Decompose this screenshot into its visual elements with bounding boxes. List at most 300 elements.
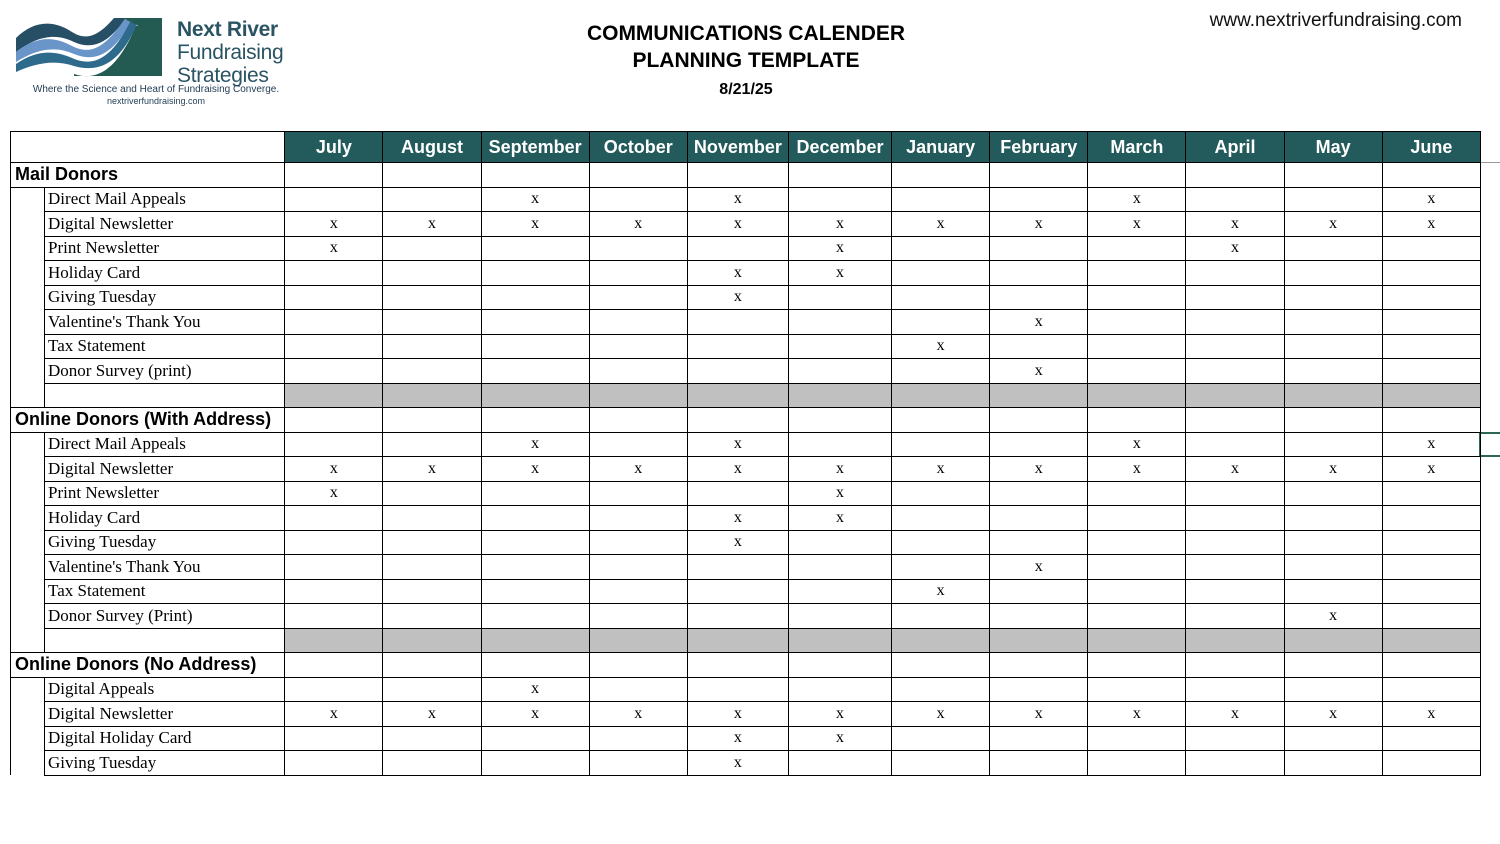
schedule-cell-december[interactable]: x bbox=[788, 261, 891, 286]
schedule-cell-june[interactable] bbox=[1382, 726, 1480, 751]
schedule-cell-november[interactable]: x bbox=[687, 726, 788, 751]
schedule-cell-november[interactable]: x bbox=[687, 212, 788, 237]
schedule-cell-december[interactable]: x bbox=[788, 481, 891, 506]
schedule-cell-april[interactable] bbox=[1186, 530, 1284, 555]
schedule-cell-september[interactable] bbox=[481, 555, 589, 580]
item-label[interactable]: Digital Newsletter bbox=[45, 212, 285, 237]
schedule-cell-july[interactable] bbox=[285, 579, 383, 604]
schedule-cell-october[interactable] bbox=[589, 432, 687, 457]
schedule-cell-june[interactable]: x bbox=[1382, 702, 1480, 727]
schedule-cell-january[interactable]: x bbox=[892, 457, 990, 482]
schedule-cell-may[interactable] bbox=[1284, 726, 1382, 751]
schedule-cell-february[interactable] bbox=[990, 261, 1088, 286]
schedule-cell-june[interactable] bbox=[1382, 579, 1480, 604]
schedule-cell-july[interactable] bbox=[285, 432, 383, 457]
item-label[interactable]: Giving Tuesday bbox=[45, 751, 285, 776]
schedule-cell-june[interactable] bbox=[1382, 481, 1480, 506]
schedule-cell-september[interactable] bbox=[481, 285, 589, 310]
grid-cell[interactable] bbox=[383, 163, 481, 188]
schedule-cell-october[interactable]: x bbox=[589, 212, 687, 237]
month-header-november[interactable]: November bbox=[687, 132, 788, 163]
schedule-cell-november[interactable] bbox=[687, 579, 788, 604]
schedule-cell-october[interactable] bbox=[589, 481, 687, 506]
schedule-cell-december[interactable] bbox=[788, 285, 891, 310]
schedule-cell-march[interactable]: x bbox=[1088, 432, 1186, 457]
schedule-cell-july[interactable] bbox=[285, 261, 383, 286]
schedule-cell-may[interactable] bbox=[1284, 751, 1382, 776]
schedule-cell-october[interactable] bbox=[589, 236, 687, 261]
grid-cell[interactable] bbox=[990, 653, 1088, 678]
schedule-cell-january[interactable] bbox=[892, 604, 990, 629]
schedule-cell-june[interactable] bbox=[1382, 261, 1480, 286]
separator-cell[interactable] bbox=[687, 628, 788, 653]
schedule-cell-october[interactable] bbox=[589, 726, 687, 751]
schedule-cell-october[interactable] bbox=[589, 677, 687, 702]
schedule-cell-december[interactable] bbox=[788, 187, 891, 212]
schedule-cell-february[interactable] bbox=[990, 187, 1088, 212]
schedule-cell-may[interactable] bbox=[1284, 530, 1382, 555]
separator-cell[interactable] bbox=[990, 628, 1088, 653]
schedule-cell-july[interactable]: x bbox=[285, 236, 383, 261]
schedule-cell-july[interactable]: x bbox=[285, 212, 383, 237]
month-header-march[interactable]: March bbox=[1088, 132, 1186, 163]
schedule-cell-may[interactable] bbox=[1284, 310, 1382, 335]
schedule-cell-may[interactable] bbox=[1284, 285, 1382, 310]
schedule-cell-march[interactable] bbox=[1088, 555, 1186, 580]
separator-cell[interactable] bbox=[687, 383, 788, 408]
separator-cell[interactable] bbox=[589, 628, 687, 653]
schedule-cell-april[interactable]: x bbox=[1186, 212, 1284, 237]
schedule-cell-october[interactable] bbox=[589, 751, 687, 776]
schedule-cell-january[interactable]: x bbox=[892, 579, 990, 604]
separator-cell[interactable] bbox=[383, 383, 481, 408]
schedule-cell-january[interactable] bbox=[892, 261, 990, 286]
grid-cell[interactable] bbox=[1186, 653, 1284, 678]
schedule-cell-july[interactable] bbox=[285, 310, 383, 335]
schedule-cell-january[interactable] bbox=[892, 432, 990, 457]
grid-cell[interactable] bbox=[892, 408, 990, 433]
schedule-cell-july[interactable] bbox=[285, 677, 383, 702]
schedule-cell-january[interactable]: x bbox=[892, 334, 990, 359]
item-label[interactable]: Digital Newsletter bbox=[45, 702, 285, 727]
separator-cell[interactable] bbox=[1186, 628, 1284, 653]
separator-cell[interactable] bbox=[788, 628, 891, 653]
schedule-cell-may[interactable]: x bbox=[1284, 702, 1382, 727]
schedule-cell-august[interactable] bbox=[383, 579, 481, 604]
schedule-cell-november[interactable]: x bbox=[687, 530, 788, 555]
section-title[interactable]: Online Donors (No Address) bbox=[11, 653, 285, 678]
schedule-cell-may[interactable] bbox=[1284, 236, 1382, 261]
schedule-cell-october[interactable] bbox=[589, 334, 687, 359]
month-header-april[interactable]: April bbox=[1186, 132, 1284, 163]
schedule-cell-march[interactable] bbox=[1088, 261, 1186, 286]
schedule-cell-september[interactable]: x bbox=[481, 212, 589, 237]
schedule-cell-may[interactable] bbox=[1284, 555, 1382, 580]
schedule-cell-october[interactable]: x bbox=[589, 457, 687, 482]
schedule-cell-october[interactable]: x bbox=[589, 702, 687, 727]
indent-cell[interactable] bbox=[11, 432, 45, 653]
schedule-cell-february[interactable] bbox=[990, 432, 1088, 457]
schedule-cell-february[interactable]: x bbox=[990, 457, 1088, 482]
schedule-cell-may[interactable] bbox=[1284, 334, 1382, 359]
schedule-cell-february[interactable] bbox=[990, 726, 1088, 751]
item-label[interactable]: Valentine's Thank You bbox=[45, 310, 285, 335]
schedule-cell-november[interactable]: x bbox=[687, 702, 788, 727]
schedule-cell-may[interactable] bbox=[1284, 481, 1382, 506]
grid-cell[interactable] bbox=[481, 163, 589, 188]
schedule-cell-march[interactable] bbox=[1088, 359, 1186, 384]
separator-cell[interactable] bbox=[1088, 628, 1186, 653]
schedule-cell-june[interactable] bbox=[1382, 530, 1480, 555]
schedule-cell-december[interactable] bbox=[788, 677, 891, 702]
schedule-cell-january[interactable] bbox=[892, 236, 990, 261]
schedule-cell-august[interactable] bbox=[383, 506, 481, 531]
item-label[interactable]: Digital Holiday Card bbox=[45, 726, 285, 751]
schedule-cell-december[interactable]: x bbox=[788, 702, 891, 727]
schedule-cell-august[interactable] bbox=[383, 726, 481, 751]
grid-cell[interactable] bbox=[1186, 163, 1284, 188]
schedule-cell-august[interactable] bbox=[383, 604, 481, 629]
schedule-cell-february[interactable] bbox=[990, 481, 1088, 506]
month-header-july[interactable]: July bbox=[285, 132, 383, 163]
schedule-cell-march[interactable]: x bbox=[1088, 212, 1186, 237]
month-header-october[interactable]: October bbox=[589, 132, 687, 163]
schedule-cell-may[interactable] bbox=[1284, 187, 1382, 212]
schedule-cell-august[interactable] bbox=[383, 334, 481, 359]
separator-label-cell[interactable] bbox=[45, 383, 285, 408]
item-label[interactable]: Tax Statement bbox=[45, 579, 285, 604]
schedule-cell-june[interactable] bbox=[1382, 555, 1480, 580]
website-url[interactable]: www.nextriverfundraising.com bbox=[1209, 10, 1462, 31]
schedule-cell-september[interactable] bbox=[481, 506, 589, 531]
schedule-cell-december[interactable]: x bbox=[788, 212, 891, 237]
schedule-cell-july[interactable] bbox=[285, 285, 383, 310]
separator-cell[interactable] bbox=[481, 383, 589, 408]
schedule-cell-october[interactable] bbox=[589, 579, 687, 604]
schedule-cell-august[interactable]: x bbox=[383, 212, 481, 237]
schedule-cell-december[interactable] bbox=[788, 432, 891, 457]
separator-cell[interactable] bbox=[1284, 383, 1382, 408]
grid-cell[interactable] bbox=[1088, 408, 1186, 433]
schedule-cell-february[interactable] bbox=[990, 604, 1088, 629]
schedule-cell-september[interactable]: x bbox=[481, 432, 589, 457]
schedule-cell-july[interactable]: x bbox=[285, 481, 383, 506]
grid-cell[interactable] bbox=[481, 408, 589, 433]
schedule-cell-october[interactable] bbox=[589, 310, 687, 335]
schedule-cell-september[interactable]: x bbox=[481, 677, 589, 702]
schedule-cell-august[interactable] bbox=[383, 530, 481, 555]
schedule-cell-september[interactable] bbox=[481, 334, 589, 359]
schedule-cell-november[interactable]: x bbox=[687, 285, 788, 310]
schedule-cell-january[interactable] bbox=[892, 285, 990, 310]
schedule-cell-may[interactable] bbox=[1284, 359, 1382, 384]
schedule-cell-march[interactable] bbox=[1088, 604, 1186, 629]
grid-cell[interactable] bbox=[788, 408, 891, 433]
separator-cell[interactable] bbox=[1284, 628, 1382, 653]
item-label[interactable]: Digital Appeals bbox=[45, 677, 285, 702]
separator-cell[interactable] bbox=[1186, 383, 1284, 408]
schedule-cell-july[interactable] bbox=[285, 187, 383, 212]
schedule-cell-march[interactable] bbox=[1088, 236, 1186, 261]
separator-cell[interactable] bbox=[383, 628, 481, 653]
grid-cell[interactable] bbox=[589, 653, 687, 678]
item-label[interactable]: Valentine's Thank You bbox=[45, 555, 285, 580]
schedule-cell-september[interactable]: x bbox=[481, 457, 589, 482]
month-header-february[interactable]: February bbox=[990, 132, 1088, 163]
schedule-cell-october[interactable] bbox=[589, 604, 687, 629]
schedule-cell-december[interactable] bbox=[788, 604, 891, 629]
schedule-cell-november[interactable] bbox=[687, 604, 788, 629]
schedule-cell-april[interactable] bbox=[1186, 555, 1284, 580]
schedule-cell-august[interactable] bbox=[383, 261, 481, 286]
grid-cell[interactable] bbox=[1382, 408, 1480, 433]
schedule-cell-april[interactable] bbox=[1186, 310, 1284, 335]
schedule-cell-february[interactable] bbox=[990, 530, 1088, 555]
schedule-cell-november[interactable] bbox=[687, 481, 788, 506]
schedule-cell-september[interactable] bbox=[481, 310, 589, 335]
schedule-cell-june[interactable]: x bbox=[1382, 212, 1480, 237]
schedule-cell-january[interactable]: x bbox=[892, 702, 990, 727]
schedule-cell-october[interactable] bbox=[589, 261, 687, 286]
grid-cell[interactable] bbox=[892, 163, 990, 188]
schedule-cell-july[interactable]: x bbox=[285, 702, 383, 727]
schedule-cell-october[interactable] bbox=[589, 359, 687, 384]
month-header-december[interactable]: December bbox=[788, 132, 891, 163]
schedule-cell-december[interactable] bbox=[788, 334, 891, 359]
schedule-cell-august[interactable] bbox=[383, 677, 481, 702]
schedule-cell-march[interactable] bbox=[1088, 751, 1186, 776]
schedule-cell-december[interactable]: x bbox=[788, 726, 891, 751]
schedule-cell-february[interactable] bbox=[990, 677, 1088, 702]
schedule-cell-january[interactable] bbox=[892, 530, 990, 555]
schedule-cell-august[interactable] bbox=[383, 751, 481, 776]
schedule-cell-march[interactable] bbox=[1088, 334, 1186, 359]
item-label[interactable]: Print Newsletter bbox=[45, 236, 285, 261]
schedule-cell-may[interactable]: x bbox=[1284, 457, 1382, 482]
schedule-cell-july[interactable] bbox=[285, 604, 383, 629]
schedule-cell-april[interactable] bbox=[1186, 579, 1284, 604]
schedule-cell-september[interactable] bbox=[481, 726, 589, 751]
schedule-cell-december[interactable]: x bbox=[788, 236, 891, 261]
schedule-cell-march[interactable] bbox=[1088, 310, 1186, 335]
schedule-cell-may[interactable] bbox=[1284, 432, 1382, 457]
grid-cell[interactable] bbox=[383, 408, 481, 433]
schedule-cell-february[interactable]: x bbox=[990, 555, 1088, 580]
month-header-january[interactable]: January bbox=[892, 132, 990, 163]
schedule-cell-march[interactable] bbox=[1088, 506, 1186, 531]
separator-cell[interactable] bbox=[1088, 383, 1186, 408]
schedule-cell-october[interactable] bbox=[589, 530, 687, 555]
schedule-cell-may[interactable] bbox=[1284, 261, 1382, 286]
item-label[interactable]: Direct Mail Appeals bbox=[45, 432, 285, 457]
schedule-cell-june[interactable] bbox=[1382, 310, 1480, 335]
grid-cell[interactable] bbox=[481, 653, 589, 678]
schedule-cell-september[interactable]: x bbox=[481, 187, 589, 212]
schedule-cell-june[interactable] bbox=[1382, 236, 1480, 261]
schedule-cell-september[interactable] bbox=[481, 359, 589, 384]
schedule-cell-december[interactable] bbox=[788, 555, 891, 580]
schedule-cell-july[interactable] bbox=[285, 530, 383, 555]
schedule-cell-july[interactable]: x bbox=[285, 457, 383, 482]
grid-cell[interactable] bbox=[687, 408, 788, 433]
schedule-cell-july[interactable] bbox=[285, 751, 383, 776]
schedule-cell-november[interactable]: x bbox=[687, 432, 788, 457]
schedule-cell-december[interactable] bbox=[788, 751, 891, 776]
schedule-cell-february[interactable] bbox=[990, 334, 1088, 359]
schedule-cell-june[interactable] bbox=[1382, 359, 1480, 384]
schedule-cell-december[interactable]: x bbox=[788, 506, 891, 531]
schedule-cell-april[interactable] bbox=[1186, 285, 1284, 310]
separator-cell[interactable] bbox=[892, 383, 990, 408]
grid-cell[interactable] bbox=[589, 408, 687, 433]
separator-cell[interactable] bbox=[892, 628, 990, 653]
schedule-cell-february[interactable] bbox=[990, 285, 1088, 310]
grid-cell[interactable] bbox=[1284, 163, 1382, 188]
header-corner-cell[interactable] bbox=[11, 132, 285, 163]
schedule-cell-may[interactable] bbox=[1284, 677, 1382, 702]
schedule-cell-september[interactable] bbox=[481, 261, 589, 286]
grid-cell[interactable] bbox=[990, 408, 1088, 433]
schedule-cell-february[interactable]: x bbox=[990, 212, 1088, 237]
grid-cell[interactable] bbox=[285, 163, 383, 188]
schedule-cell-march[interactable]: x bbox=[1088, 187, 1186, 212]
schedule-cell-april[interactable] bbox=[1186, 506, 1284, 531]
grid-cell[interactable] bbox=[687, 653, 788, 678]
schedule-cell-march[interactable] bbox=[1088, 677, 1186, 702]
schedule-cell-august[interactable] bbox=[383, 285, 481, 310]
item-label[interactable]: Giving Tuesday bbox=[45, 285, 285, 310]
schedule-cell-april[interactable]: x bbox=[1186, 702, 1284, 727]
grid-cell[interactable] bbox=[788, 163, 891, 188]
schedule-cell-april[interactable] bbox=[1186, 359, 1284, 384]
grid-cell[interactable] bbox=[1186, 408, 1284, 433]
grid-cell[interactable] bbox=[1382, 653, 1480, 678]
grid-cell[interactable] bbox=[1284, 408, 1382, 433]
schedule-cell-february[interactable] bbox=[990, 506, 1088, 531]
schedule-cell-july[interactable] bbox=[285, 359, 383, 384]
schedule-cell-july[interactable] bbox=[285, 726, 383, 751]
month-header-may[interactable]: May bbox=[1284, 132, 1382, 163]
schedule-cell-january[interactable] bbox=[892, 726, 990, 751]
item-label[interactable]: Tax Statement bbox=[45, 334, 285, 359]
month-header-june[interactable]: June bbox=[1382, 132, 1480, 163]
grid-cell[interactable] bbox=[383, 653, 481, 678]
section-title[interactable]: Online Donors (With Address) bbox=[11, 408, 285, 433]
item-label[interactable]: Digital Newsletter bbox=[45, 457, 285, 482]
schedule-cell-september[interactable] bbox=[481, 604, 589, 629]
schedule-cell-april[interactable] bbox=[1186, 751, 1284, 776]
item-label[interactable]: Giving Tuesday bbox=[45, 530, 285, 555]
schedule-cell-march[interactable] bbox=[1088, 285, 1186, 310]
schedule-cell-june[interactable] bbox=[1382, 506, 1480, 531]
schedule-cell-august[interactable]: x bbox=[383, 702, 481, 727]
schedule-cell-september[interactable] bbox=[481, 751, 589, 776]
schedule-cell-march[interactable] bbox=[1088, 579, 1186, 604]
schedule-cell-august[interactable] bbox=[383, 310, 481, 335]
schedule-cell-february[interactable]: x bbox=[990, 359, 1088, 384]
schedule-cell-august[interactable] bbox=[383, 187, 481, 212]
schedule-cell-december[interactable] bbox=[788, 579, 891, 604]
schedule-cell-march[interactable]: x bbox=[1088, 457, 1186, 482]
schedule-cell-april[interactable] bbox=[1186, 334, 1284, 359]
schedule-cell-january[interactable] bbox=[892, 751, 990, 776]
indent-cell[interactable] bbox=[11, 677, 45, 775]
item-label[interactable]: Print Newsletter bbox=[45, 481, 285, 506]
schedule-cell-january[interactable] bbox=[892, 359, 990, 384]
separator-cell[interactable] bbox=[1382, 383, 1480, 408]
grid-cell[interactable] bbox=[589, 163, 687, 188]
schedule-cell-april[interactable] bbox=[1186, 677, 1284, 702]
grid-cell[interactable] bbox=[687, 163, 788, 188]
schedule-cell-april[interactable] bbox=[1186, 726, 1284, 751]
schedule-cell-january[interactable] bbox=[892, 481, 990, 506]
schedule-cell-december[interactable]: x bbox=[788, 457, 891, 482]
separator-cell[interactable] bbox=[285, 383, 383, 408]
schedule-cell-april[interactable] bbox=[1186, 187, 1284, 212]
schedule-cell-april[interactable] bbox=[1186, 604, 1284, 629]
schedule-cell-june[interactable] bbox=[1382, 677, 1480, 702]
item-label[interactable]: Direct Mail Appeals bbox=[45, 187, 285, 212]
schedule-cell-december[interactable] bbox=[788, 310, 891, 335]
grid-cell[interactable] bbox=[1382, 163, 1480, 188]
cell-selection-indicator[interactable] bbox=[1479, 432, 1500, 457]
schedule-cell-may[interactable]: x bbox=[1284, 212, 1382, 237]
grid-cell[interactable] bbox=[788, 653, 891, 678]
schedule-cell-april[interactable]: x bbox=[1186, 457, 1284, 482]
separator-cell[interactable] bbox=[481, 628, 589, 653]
schedule-cell-november[interactable] bbox=[687, 334, 788, 359]
grid-cell[interactable] bbox=[285, 653, 383, 678]
grid-cell[interactable] bbox=[1088, 163, 1186, 188]
schedule-cell-june[interactable] bbox=[1382, 285, 1480, 310]
schedule-cell-january[interactable] bbox=[892, 187, 990, 212]
schedule-cell-november[interactable] bbox=[687, 555, 788, 580]
schedule-cell-january[interactable]: x bbox=[892, 212, 990, 237]
schedule-cell-june[interactable]: x bbox=[1382, 432, 1480, 457]
schedule-cell-june[interactable] bbox=[1382, 604, 1480, 629]
schedule-cell-march[interactable]: x bbox=[1088, 702, 1186, 727]
schedule-cell-november[interactable] bbox=[687, 310, 788, 335]
schedule-cell-september[interactable] bbox=[481, 481, 589, 506]
schedule-cell-march[interactable] bbox=[1088, 530, 1186, 555]
schedule-cell-june[interactable]: x bbox=[1382, 187, 1480, 212]
schedule-cell-november[interactable]: x bbox=[687, 457, 788, 482]
schedule-cell-april[interactable] bbox=[1186, 481, 1284, 506]
schedule-cell-october[interactable] bbox=[589, 506, 687, 531]
schedule-cell-october[interactable] bbox=[589, 187, 687, 212]
separator-cell[interactable] bbox=[285, 628, 383, 653]
grid-cell[interactable] bbox=[285, 408, 383, 433]
schedule-cell-december[interactable] bbox=[788, 359, 891, 384]
schedule-cell-july[interactable] bbox=[285, 334, 383, 359]
schedule-cell-november[interactable]: x bbox=[687, 187, 788, 212]
schedule-cell-september[interactable] bbox=[481, 579, 589, 604]
schedule-cell-november[interactable] bbox=[687, 236, 788, 261]
schedule-cell-august[interactable] bbox=[383, 555, 481, 580]
schedule-cell-july[interactable] bbox=[285, 506, 383, 531]
schedule-cell-february[interactable] bbox=[990, 579, 1088, 604]
separator-cell[interactable] bbox=[990, 383, 1088, 408]
schedule-cell-june[interactable] bbox=[1382, 751, 1480, 776]
item-label[interactable]: Holiday Card bbox=[45, 261, 285, 286]
schedule-cell-november[interactable]: x bbox=[687, 506, 788, 531]
schedule-cell-february[interactable]: x bbox=[990, 310, 1088, 335]
schedule-cell-september[interactable] bbox=[481, 236, 589, 261]
schedule-cell-november[interactable] bbox=[687, 359, 788, 384]
schedule-cell-june[interactable] bbox=[1382, 334, 1480, 359]
schedule-cell-october[interactable] bbox=[589, 555, 687, 580]
schedule-cell-november[interactable]: x bbox=[687, 751, 788, 776]
